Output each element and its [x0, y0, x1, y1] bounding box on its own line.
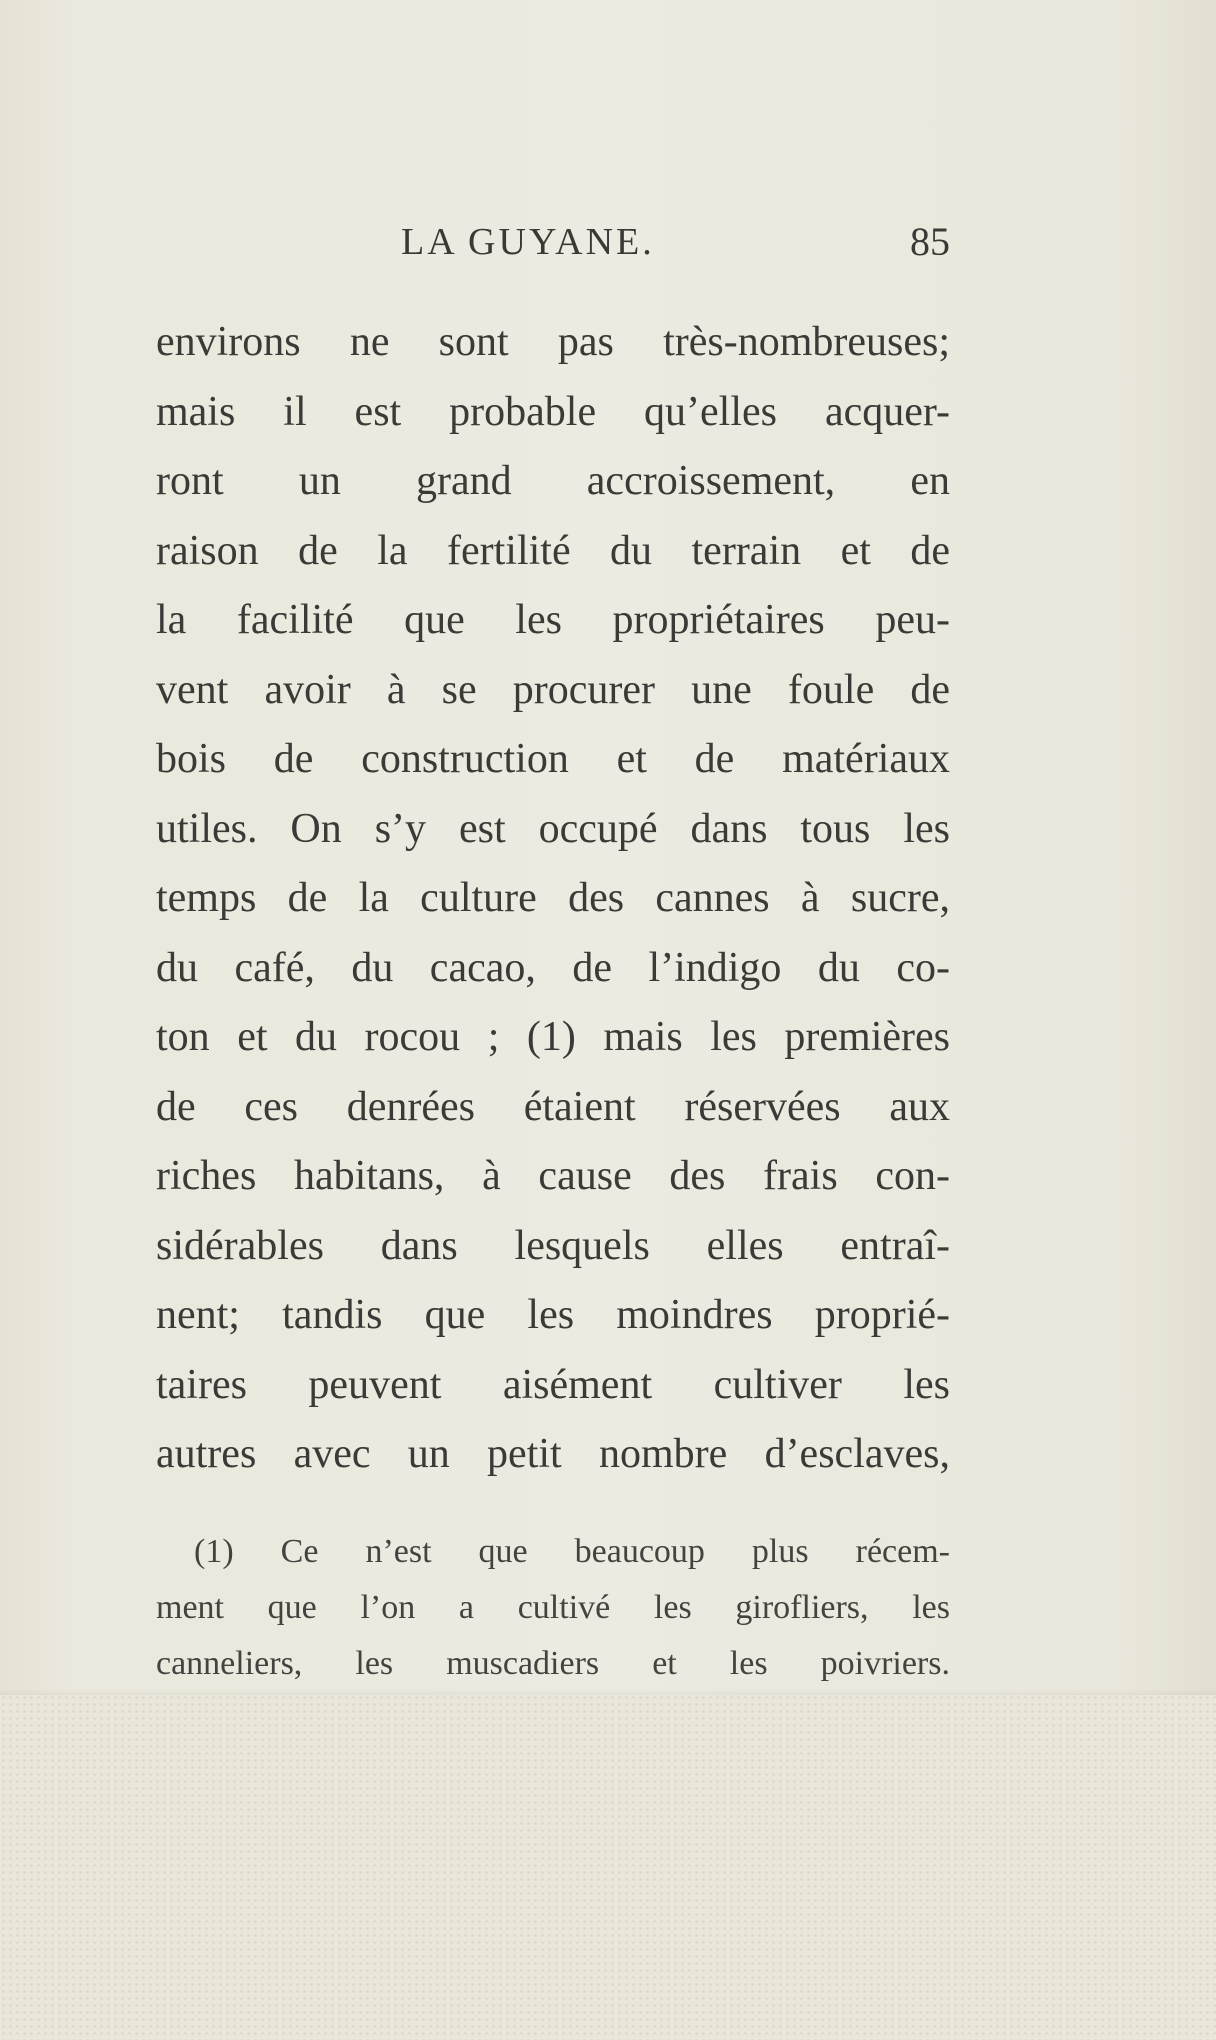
footnote	[156, 1524, 950, 1692]
body-line: bois de construction et de matériaux	[156, 736, 950, 782]
body-line: sidérables dans lesquels elles entraî-	[156, 1222, 950, 1269]
body-line: temps de la culture des cannes à sucre,	[156, 875, 950, 921]
footnote-line: (1) Ce n’est que beaucoup plus récem-	[194, 1533, 950, 1570]
body-line: riches habitans, à cause des frais con-	[156, 1153, 950, 1199]
body-line: taires peuvent aisément cultiver les	[156, 1361, 950, 1408]
body-line: la facilité que les propriétaires peu-	[156, 597, 950, 643]
running-head	[156, 212, 950, 272]
body-line: du café, du cacao, de l’indigo du co-	[156, 944, 950, 991]
body-line: mais il est probable qu’elles acquer-	[156, 388, 950, 435]
body-line: vent avoir à se procurer une foule de	[156, 666, 950, 713]
page-number: 85	[910, 219, 950, 264]
footnote-line: canneliers, les muscadiers et les poivriers.	[156, 1645, 950, 1682]
body-line: ront un grand accroissement, en	[156, 458, 950, 504]
body-text	[156, 308, 950, 1490]
footnote-line: ment que l’on a cultivé les girofliers, les	[156, 1589, 950, 1626]
body-line: ton et du rocou ; (1) mais les premières	[156, 1014, 950, 1060]
body-line: de ces denrées étaient réservées aux	[156, 1083, 950, 1130]
body-line: raison de la fertilité du terrain et de	[156, 527, 950, 574]
body-line: utiles. On s’y est occupé dans tous les	[156, 805, 950, 852]
body-line: environs ne sont pas très-nombreuses;	[156, 319, 950, 365]
running-head-title: LA GUYANE.	[401, 221, 655, 263]
body-line: nent; tandis que les moindres proprié-	[156, 1292, 950, 1338]
body-line: autres avec un petit nombre d’esclaves,	[156, 1431, 950, 1477]
